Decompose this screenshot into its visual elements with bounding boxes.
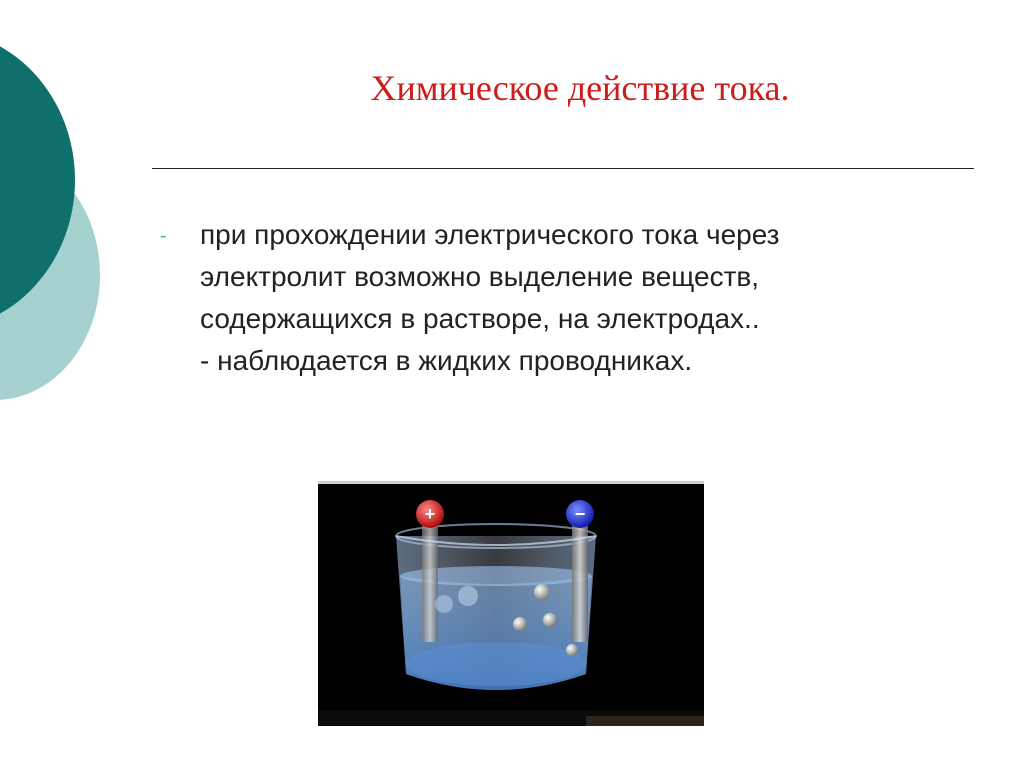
bullet-marker: - bbox=[160, 225, 167, 247]
body-text bbox=[200, 214, 920, 382]
electrolysis-image bbox=[318, 481, 704, 726]
body-line-4: - наблюдается в жидких проводниках. bbox=[200, 345, 693, 376]
slide-title: Химическое действие тока. bbox=[370, 68, 790, 108]
title-divider bbox=[152, 168, 974, 169]
positive-terminal-label: + bbox=[424, 504, 436, 524]
body-line-2: электролит возможно выделение веществ, bbox=[200, 261, 760, 292]
body-line-3: содержащихся в растворе, на электродах.. bbox=[200, 303, 760, 334]
body-line-1: при прохождении электрического тока через bbox=[200, 219, 780, 250]
electrolysis-beaker-icon bbox=[318, 484, 704, 726]
negative-terminal-label: − bbox=[574, 504, 586, 524]
